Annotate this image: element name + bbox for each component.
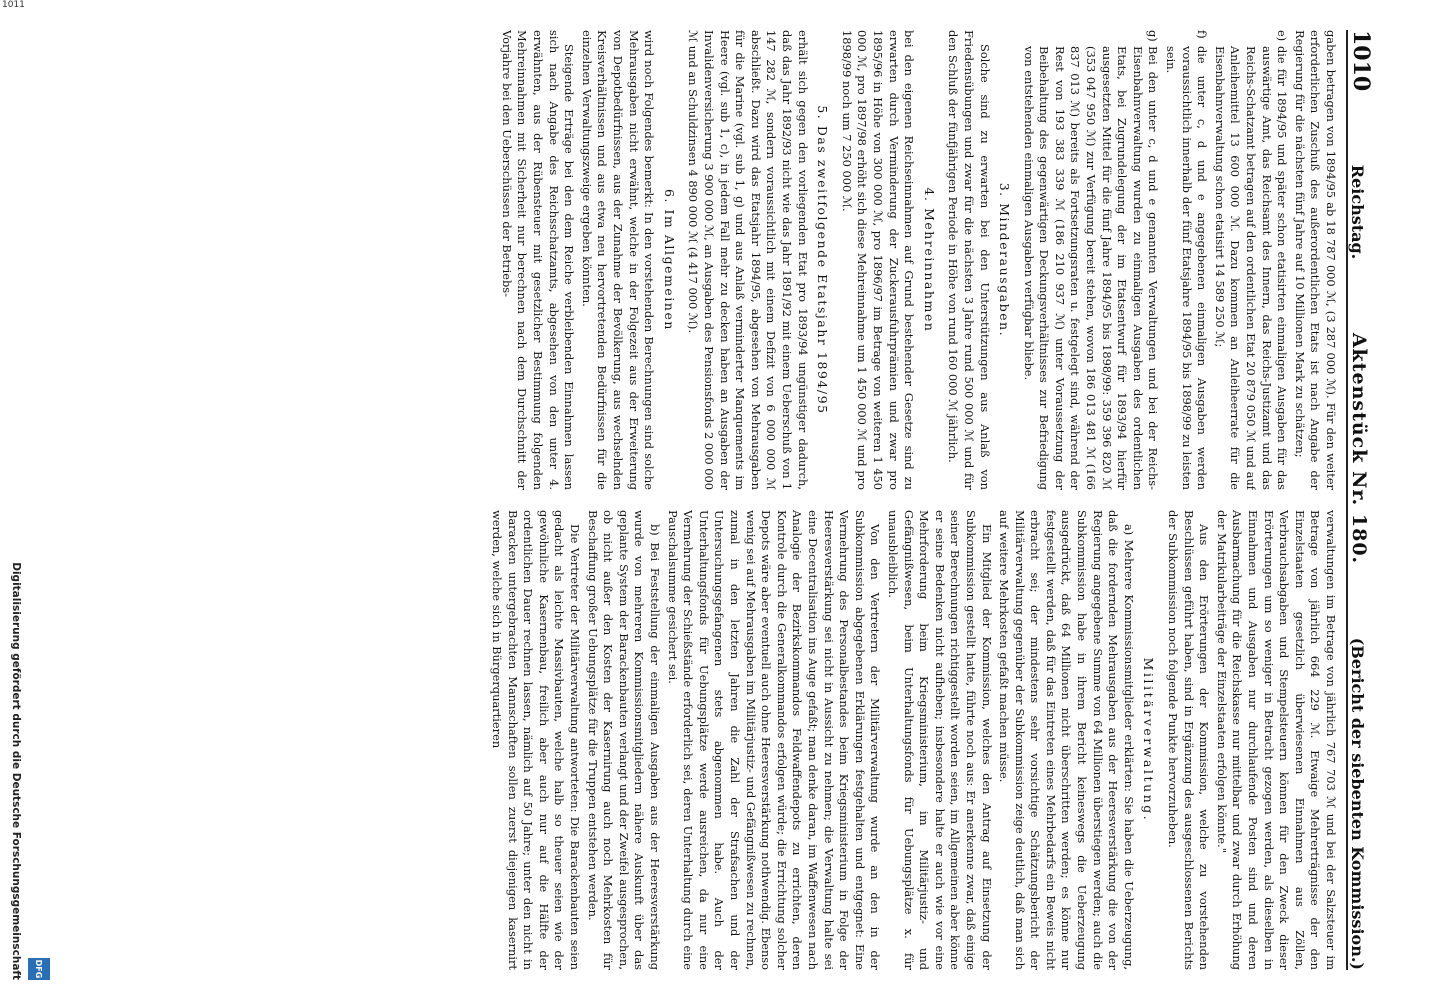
item-marker: f) <box>1195 30 1210 39</box>
page-number: 1010 <box>1348 30 1374 92</box>
scanned-page <box>0 10 1400 990</box>
section-heading-allgemeinen: 6. Im Allgemeinen <box>661 188 677 332</box>
section-heading-militaerverwaltung: Militärverwaltung. <box>1141 657 1157 823</box>
item-text: Mehrere Kommissionsmitglieder erklärten: Sie haben die Ueberzeugung, daß die fordernden Mehrausgaben aus der Heeresverstärkung die von der Regierung angegebene Summe von 64 Millionen überstiegen werden; auch die Subkommission habe in ihrem Bericht keineswegs die Ueberzeugung ausgedrückt, daß 64 Millionen nicht überschritten werden; es könne nur festgestellt werden, daß für das Eintreten eines Mehrbedarfs ein Beweis nicht erbracht sei; der mindestens sehr vorsichtige Schätzungsbericht der Militärverwaltung gegenüber der Subkommission zeige deutlich, daß man sich auf weitere Mehrkosten gefaßt machen müsse. <box>997 510 1136 970</box>
item-marker: a) <box>1121 524 1136 536</box>
section-heading-minderausgaben: 3. Minderausgaben. <box>997 182 1013 338</box>
list-item-e <box>1211 30 1289 490</box>
paragraph: Solche sind zu erwarten bei den Unterstützungen aus Anlaß von Friedensübungen und zwar für die nächsten 3 Jahre rund 500 000 ℳ und für den Schluß der fünfjährigen Periode in Höhe von rund 160 000 ℳ jährlich. <box>946 30 992 490</box>
section-heading-mehreinnahmen: 4. Mehreinnahmen <box>921 187 937 333</box>
list-item-f <box>1162 30 1209 490</box>
paragraph: wird noch Folgendes bemerkt: In den vorstehenden Berechnungen sind solche Mehrausgaben nicht erwähnt, welche in der Folgezeit aus der Erweiterung von Depotbedürfnissen, aus der Zunahme der Bevölkerung, aus wechselnden Kreisverhältnissen und aus etwa neu hervortretenden Bedürfnissen für die einzelnen Verwaltungszweige ergeben könnten. <box>579 30 657 490</box>
paragraph: erhält sich gegen den vorliegenden Etat pro 1893/94 ungünstiger dadurch, daß das Jahr 1892/93 nicht wie das Jahr 1891/92 mit einem Ueberschuß von 1 147 282 ℳ, sondern voraussichtlich mit einem Defizit von 6 000 000 ℳ abschließt. Dazu wird das Etatsjahr 1894/95, abgesehen von Mehrausgaben für die Marine (vgl. sub 1, g) und aus Anlaß verminderter Manquements im Heere (vgl. sub 1, c), in jedem Fall mehr zu decken haben an Ausgaben der Invalidenversicherung 3 900 000 ℳ, an Ausgaben des Pensionsfonds 2 000 000 ℳ und an Schuldzinsen 4 890 000 ℳ (4 417 000 ℳ). <box>686 30 810 490</box>
paragraph-b <box>584 510 662 970</box>
item-text: Bei den unter c, d und e genannten Verwaltungen und bei der Reichs-Eisenbahnverwaltung wurden zu einmaligen Ausgaben des ordentlichen Etats, bei Zugrundelegung der im Etatsentwurf für 1893/94 hierfür ausgesetzten Mittel für die fünf Jahre 1894/95 bis 1898/99: 359 396 820 ℳ (353 047 950 ℳ) zur Verfügung bereit stehen, wovon 186 013 481 ℳ (166 837 013 ℳ) bereits als Fortsetzungsraten u. festgelegt sind, während der Rest von 193 383 339 ℳ (186 210 937 ℳ) unter Voraussetzung der Beibehaltung des gegenwärtigen Deckungsverhältnisses zur Befriedigung von entstehenden einmaligen Ausgaben verfügbar bliebe. <box>1021 46 1161 490</box>
header-center-title: Aktenstück Nr. 180. <box>1348 332 1370 565</box>
section-heading-etatsjahr: 5. Das zweitfolgende Etatsjahr 1894/95 <box>815 105 831 415</box>
right-column <box>38 510 1338 970</box>
left-column <box>38 30 1338 490</box>
corner-page-mark: 1011 <box>2 0 25 10</box>
paragraph: verwaltungen im Betrage von jährlich 767 703 ℳ und bei der Salzsteuer im Betrage von jährlich 664 229 ℳ. Etwaige Mehrerträgnisse der den Einzelstaaten gesetzlich überwiesenen Einnahmen aus Zöllen, Verbrauchsabgaben und Stempelsteuern können für den Zweck dieser Erörterungen um so weniger in Betracht gezogen werden, als dieselben in Einnahmen und Ausgaben nur durchlaufende Posten sind und deren Ausbarmachung für die Reichskasse nur mittelbar und zwar durch Erhöhung der Matrikularbeiträge der Einzelstaaten erfolgen könnte." <box>1214 510 1338 970</box>
item-text: die unter c, d und e angegebenen einmaligen Ausgaben werden voraussichtlich innerhalb der fünf Etatsjahre 1894/95 bis 1898/99 zu leisten sein. <box>1164 46 1210 490</box>
dfg-logo-icon: DFG <box>28 958 50 980</box>
paragraph: gaben betragen von 1894/95 ab 18 787 000 ℳ, (3 287 000 ℳ). Für den weiter erforderlichen Zuschuß des außerordentlichen Etats ist nach Angabe der Regierung für die nächsten fünf Jahre auf 10 Millionen Mark zu schätzen; <box>1292 30 1338 490</box>
paragraph: Die Vertreter der Militärverwaltung antworteten: Die Barackenbauten seien gedacht als leichte Massivbauten, welche halb so theuer seien wie der gewöhnliche Kasernenbau, freilich aber auch nur auf die Hälfte der ordentlichen Dauer rechnen lassen, nämlich auf 50 Jahre; unter den nicht in Baracken untergebrachten Mannschaften sollen zuerst diejenigen kasernirt werden, welche sich in Bürgerquartieren <box>490 510 583 970</box>
digitization-note: Digitalisierung gefördert durch die Deutsche Forschungsgemeinschaft <box>10 562 22 980</box>
paragraph: Aus den Erörterungen der Kommission, welche zu vorstehenden Beschlüssen geführt haben, sind in Ergänzung des ausgeschlossenen Berichts der Subkommission noch folgende Punkte hervorzuheben. <box>1166 510 1212 970</box>
item-text: die für 1894/95 und später schon etatisirten einmaligen Ausgaben für das auswärtige Amt, das Reichsamt des Innern, das Reichs-Justizamt und das Reichs-Schatzamt betragen auf den ordentlichen Etat 20 879 050 ℳ und auf Anleihemittel 13 600 000 ℳ. Dazu kommen an Anleiheerrate für die Eisenbahnverwaltung schon etatisirt 14 589 250 ℳ; <box>1212 46 1290 490</box>
paragraph: bei den eigenen Reichseinnahmen auf Grund bestehender Gesetze sind zu erwarten durch Verminderung der Zuckerausfuhrprämien und zwar pro 1895/96 in Höhe von 300 000 ℳ, pro 1896/97 im Betrage von weiteren 1 450 000 ℳ, pro 1897/98 erhöht sich diese Mehreinnahme um 1 450 000 ℳ und pro 1898/99 noch um 7 250 000 ℳ. <box>839 30 917 490</box>
item-text: Bei Feststellung der einmaligen Ausgaben aus der Heeresverstärkung wurde von mehreren Kommissionsmitgliedern nähere Auskunft über das geplante System der Barackenbauten verlangt und der Zweifel ausgesprochen, ob nicht außer den Kosten der Kasernirung auch noch Mehrkosten für Beschaffung großer Uebungsplätze für die Truppen entstehen werden. <box>585 510 663 970</box>
header-left-title: Reichstag. <box>1348 164 1367 260</box>
page-header <box>1346 30 1392 970</box>
paragraph-a <box>996 510 1136 970</box>
header-right-title: (Bericht der siebenten Kommission.) <box>1348 637 1367 970</box>
text-columns <box>38 30 1338 970</box>
item-marker: e) <box>1275 30 1290 42</box>
list-item-g <box>1020 30 1160 490</box>
paragraph: Ein Mitglied der Kommission, welches den Antrag auf Einsetzung der Subkommission gestellt hatte, führte noch aus: Er anerkenne zwar, daß einige seiner Berechnungen richtiggestellt worden seien, im Allgemeinen aber könne er seine Bedenken nicht aufheben; insbesondere halte er auch wie vor eine Mehrforderung beim Kriegsministerium, im Militärjustiz- und Gefängnißwesen, beim Unterhaltungsfonds für Uebungsplätze x. für unausbleiblich. <box>885 510 994 970</box>
item-marker: g) <box>1146 30 1161 42</box>
paragraph: Steigende Erträge bei den dem Reiche verbleibenden Einnahmen lassen sich nach Angabe des Reichsschatzamts, abgesehen von den unter 4. erwähnten, aus der Rübensteuer mit gesetzlicher Bestimmung folgenden Mehreinnahmen mit Sicherheit nur berechnen nach dem Durchschnitt der Vorjahre bei den Ueberschüssen der Betriebs- <box>499 30 577 490</box>
item-marker: b) <box>648 524 663 536</box>
paragraph: Von den Vertretern der Militärverwaltung wurde an den in der Subkommission abgegebenen Erklärungen festgehalten und entgegnet: Eine Vermehrung des Personalbestandes beim Kriegsministerium in Folge der Heeresverstärkung sei nicht in Aussicht zu nehmen; die Verwaltung halte sei eine Decentralisation ins Auge gefaßt; man denke daran, im Waffenwesen nach Analogie der Bezirkskommandos Feldwaffendepots zu errichten, deren Kontrole durch die Generalkommandos erfolgen würde; die Errichtung solcher Depots wäre aber eventuell auch ohne Heeresverstärkung nothwendig. Ebenso wenig sei auf Mehrausgaben im Militärjustiz- und Gefängnißwesen zu rechnen, zumal in den letzten Jahren die Zahl der Strafsachen und der Untersuchungsgefangenen stets abgenommen habe. Auch der Unterhaltungsfonds für Uebungsplätze werde ausreichen, da nur eine Vermehrung der Schießstände erforderlich sei, deren Unterhaltung durch eine Pauschalsumme gesichert sei. <box>665 510 883 970</box>
